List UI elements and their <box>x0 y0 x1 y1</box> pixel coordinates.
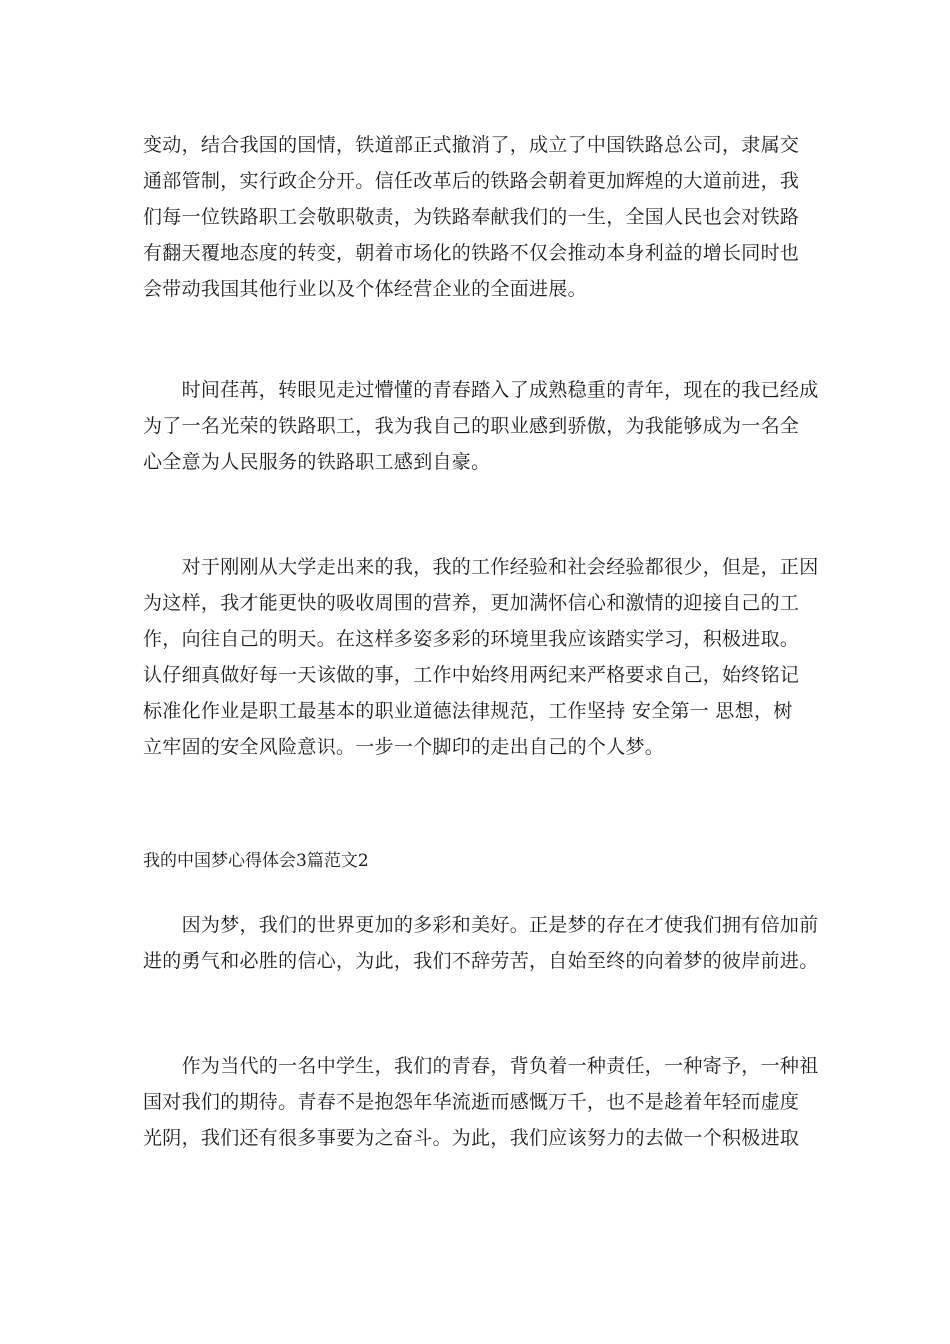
text-line: 有翻天覆地态度的转变，朝着市场化的铁路不仅会推动本身利益的增长同时也 <box>143 242 800 264</box>
text-line: 光阴，我们还有很多事要为之奋斗。为此，我们应该努力的去做一个积极进取 <box>143 1127 800 1149</box>
text-line: 对于刚刚从大学走出来的我，我的工作经验和社会经验都很少，但是，正因 <box>143 556 819 578</box>
section-heading: 我的中国梦心得体会3篇范文2 <box>143 851 369 871</box>
text-line: 通部管制，实行政企分开。信任改革后的铁路会朝着更加辉煌的大道前进，我 <box>143 170 800 192</box>
text-line: 标准化作业是职工最基本的职业道德法律规范，工作坚持 安全第一 思想，树 <box>143 700 793 722</box>
text-line: 作为当代的一名中学生，我们的青春，背负着一种责任，一种寄予，一种祖 <box>143 1055 819 1077</box>
text-line: 时间荏苒，转眼见走过懵懂的青春踏入了成熟稳重的青年，现在的我已经成 <box>143 379 819 401</box>
text-line: 变动，结合我国的国情，铁道部正式撤消了，成立了中国铁路总公司，隶属交 <box>143 134 800 156</box>
paragraph-work-experience <box>143 549 819 765</box>
text-line: 为了一名光荣的铁路职工，我为我自己的职业感到骄傲，为我能够成为一名全 <box>143 415 800 437</box>
text-line: 因为梦，我们的世界更加的多彩和美好。正是梦的存在才使我们拥有倍加前 <box>143 914 819 936</box>
text-line: 为这样，我才能更快的吸收周围的营养，更加满怀信心和激情的迎接自己的工 <box>143 592 800 614</box>
text-line: 作，向往自己的明天。在这样多姿多彩的环境里我应该踏实学习，积极进取。 <box>143 628 800 650</box>
text-line: 心全意为人民服务的铁路职工感到自豪。 <box>143 451 491 473</box>
text-line: 国对我们的期待。青春不是抱怨年华流逝而感慨万千，也不是趁着年轻而虚度 <box>143 1091 800 1113</box>
text-line: 们每一位铁路职工会敬职敬责，为铁路奉献我们的一生，全国人民也会对铁路 <box>143 206 800 228</box>
paragraph-railway-reform <box>143 127 813 307</box>
paragraph-student-youth <box>143 1048 819 1156</box>
text-line: 认仔细真做好每一天该做的事，工作中始终用两纪来严格要求自己，始终铭记 <box>143 664 800 686</box>
paragraph-time-flies <box>143 372 819 480</box>
text-line: 进的勇气和必胜的信心，为此，我们不辞劳苦，自始至终的向着梦的彼岸前进。 <box>143 950 819 972</box>
paragraph-dream <box>143 907 819 979</box>
text-line: 立牢固的安全风险意识。一步一个脚印的走出自己的个人梦。 <box>143 736 665 758</box>
text-line: 会带动我国其他行业以及个体经营企业的全面进展。 <box>143 278 587 300</box>
